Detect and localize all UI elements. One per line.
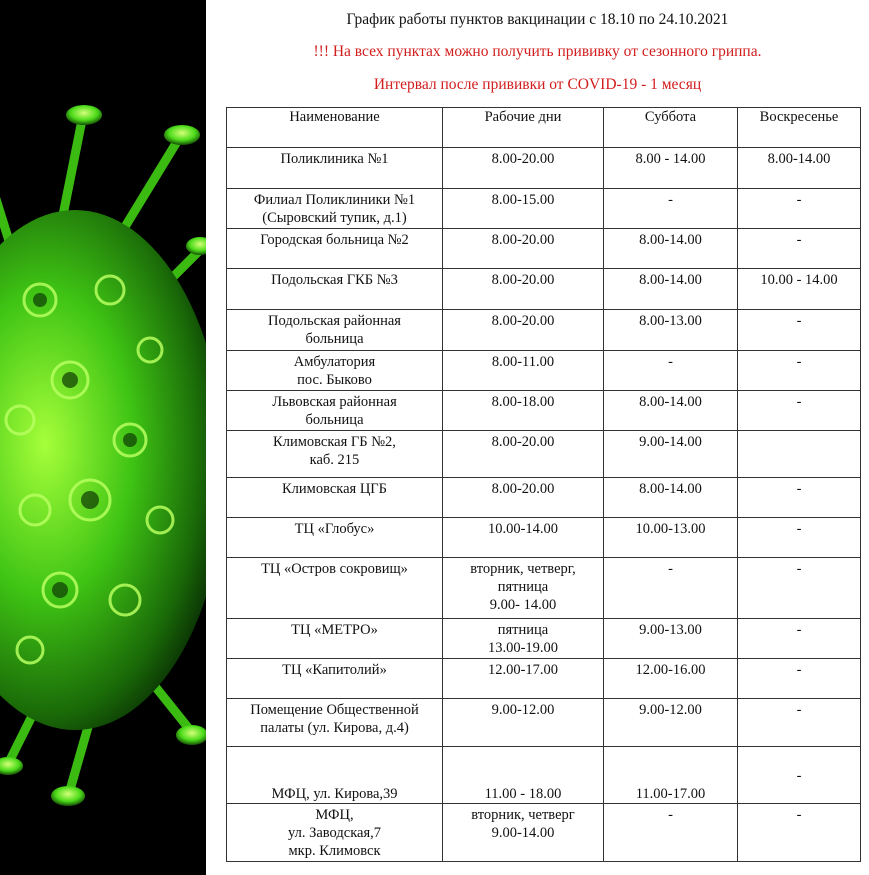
saturday-hours-cell-text: 8.00-13.00 xyxy=(639,313,702,329)
weekdays-hours-cell-text: пятница 13.00-19.00 xyxy=(487,622,559,656)
sunday-hours-cell xyxy=(738,619,861,659)
sunday-hours-cell-text: - xyxy=(796,232,802,248)
saturday-hours-cell xyxy=(604,229,738,269)
sunday-hours-cell xyxy=(738,431,861,478)
facility-name-cell xyxy=(227,659,443,699)
sunday-hours-cell-text: - xyxy=(796,192,802,208)
facility-name-cell-text: Подольская районная больница xyxy=(268,313,401,347)
saturday-hours-cell xyxy=(604,619,738,659)
facility-name-cell xyxy=(227,351,443,391)
column-header-saturday: Суббота xyxy=(604,108,738,148)
weekdays-hours-cell xyxy=(443,431,604,478)
facility-name-cell xyxy=(227,269,443,310)
weekdays-hours-cell-text: 12.00-17.00 xyxy=(487,662,559,678)
weekdays-hours-cell-text: 8.00-18.00 xyxy=(491,394,555,410)
weekdays-hours-cell xyxy=(443,619,604,659)
table-row xyxy=(227,518,861,558)
saturday-hours-cell xyxy=(604,558,738,619)
weekdays-hours-cell-text: 8.00-20.00 xyxy=(491,313,555,329)
weekdays-hours-cell xyxy=(443,699,604,747)
sunday-hours-cell xyxy=(738,148,861,189)
facility-name-cell xyxy=(227,189,443,229)
weekdays-hours-cell xyxy=(443,310,604,351)
weekdays-hours-cell xyxy=(443,189,604,229)
table-row xyxy=(227,351,861,391)
facility-name-cell xyxy=(227,619,443,659)
table-row xyxy=(227,189,861,229)
table-header-row xyxy=(227,108,861,148)
table-row xyxy=(227,619,861,659)
sunday-hours-cell xyxy=(738,558,861,619)
vaccination-schedule-table xyxy=(226,107,861,862)
sunday-hours-cell xyxy=(738,229,861,269)
facility-name-cell xyxy=(227,558,443,619)
saturday-hours-cell-text: - xyxy=(668,354,673,370)
saturday-hours-cell xyxy=(604,699,738,747)
weekdays-hours-cell-text: 8.00-20.00 xyxy=(491,151,555,167)
table-row xyxy=(227,431,861,478)
column-header-name: Наименование xyxy=(227,108,443,148)
table-row xyxy=(227,804,861,862)
saturday-hours-cell xyxy=(604,310,738,351)
weekdays-hours-cell xyxy=(443,229,604,269)
flu-notice: !!! На всех пунктах можно получить прививку от сезонного гриппа. xyxy=(313,43,762,60)
saturday-hours-cell xyxy=(604,804,738,862)
facility-name-cell xyxy=(227,518,443,558)
facility-name-cell xyxy=(227,391,443,431)
sunday-hours-cell-text: - xyxy=(796,768,802,784)
saturday-hours-cell-text: 9.00-13.00 xyxy=(639,622,702,638)
sunday-hours-cell xyxy=(738,659,861,699)
facility-name-cell-text: ТЦ «МЕТРО» xyxy=(291,622,378,638)
facility-name-cell-text: Филиал Поликлиники №1 (Сыровский тупик, д.1) xyxy=(253,192,416,226)
facility-name-cell-text: ТЦ «Остров сокровищ» xyxy=(261,561,408,577)
sunday-hours-cell xyxy=(738,518,861,558)
table-row xyxy=(227,148,861,189)
facility-name-cell-text: Поликлиника №1 xyxy=(280,151,389,167)
weekdays-hours-cell xyxy=(443,478,604,518)
sunday-hours-cell xyxy=(738,269,861,310)
saturday-hours-cell-text: 8.00-14.00 xyxy=(639,232,702,248)
sunday-hours-cell-text: - xyxy=(796,481,802,497)
saturday-hours-cell-text: - xyxy=(668,561,673,577)
sunday-hours-cell xyxy=(738,804,861,862)
column-header-sunday: Воскресенье xyxy=(738,108,861,148)
table-row xyxy=(227,558,861,619)
weekdays-hours-cell-text: 8.00-20.00 xyxy=(491,232,555,248)
table-row xyxy=(227,229,861,269)
weekdays-hours-cell xyxy=(443,747,604,804)
saturday-hours-cell xyxy=(604,478,738,518)
facility-name-cell-text: ТЦ «Глобус» xyxy=(294,521,375,537)
document-title: График работы пунктов вакцинации с 18.10 по 24.10.2021 xyxy=(346,11,729,28)
saturday-hours-cell-text: - xyxy=(668,192,673,208)
facility-name-cell xyxy=(227,431,443,478)
weekdays-hours-cell xyxy=(443,659,604,699)
table-row xyxy=(227,269,861,310)
table-row xyxy=(227,659,861,699)
weekdays-hours-cell xyxy=(443,804,604,862)
column-header-weekdays: Рабочие дни xyxy=(443,108,604,148)
weekdays-hours-cell xyxy=(443,558,604,619)
weekdays-hours-cell-text: вторник, четверг, пятница 9.00- 14.00 xyxy=(470,561,576,613)
facility-name-cell-text: ТЦ «Капитолий» xyxy=(282,662,387,678)
saturday-hours-cell xyxy=(604,189,738,229)
saturday-hours-cell-text: - xyxy=(668,807,673,823)
sunday-hours-cell-text: - xyxy=(796,807,802,823)
saturday-hours-cell-text: 12.00-16.00 xyxy=(635,662,706,678)
sunday-hours-cell xyxy=(738,747,861,804)
sunday-hours-cell xyxy=(738,310,861,351)
facility-name-cell-text: Львовская районная больница xyxy=(272,394,397,428)
saturday-hours-cell-text: 8.00-14.00 xyxy=(639,481,702,497)
facility-name-cell xyxy=(227,148,443,189)
facility-name-cell xyxy=(227,699,443,747)
weekdays-hours-cell-text: 10.00-14.00 xyxy=(487,521,559,537)
sunday-hours-cell xyxy=(738,699,861,747)
sunday-hours-cell xyxy=(738,478,861,518)
saturday-hours-cell xyxy=(604,148,738,189)
sunday-hours-cell-text: - xyxy=(796,662,802,678)
facility-name-cell xyxy=(227,478,443,518)
saturday-hours-cell-text: 8.00-14.00 xyxy=(639,272,702,288)
saturday-hours-cell-text: 10.00-13.00 xyxy=(635,521,706,537)
saturday-hours-cell-text: 8.00-14.00 xyxy=(639,394,702,410)
weekdays-hours-cell xyxy=(443,518,604,558)
saturday-hours-cell xyxy=(604,518,738,558)
facility-name-cell-text: Климовская ГБ №2, каб. 215 xyxy=(273,434,396,468)
weekdays-hours-cell-text: 11.00 - 18.00 xyxy=(484,786,562,802)
saturday-hours-cell xyxy=(604,351,738,391)
facility-name-cell xyxy=(227,310,443,351)
facility-name-cell-text: Помещение Общественной палаты (ул. Кирова, д.4) xyxy=(250,702,419,736)
table-row xyxy=(227,478,861,518)
weekdays-hours-cell-text: 9.00-12.00 xyxy=(491,702,555,718)
sunday-hours-cell-text: - xyxy=(796,313,802,329)
saturday-hours-cell-text: 8.00 - 14.00 xyxy=(635,151,706,167)
weekdays-hours-cell xyxy=(443,148,604,189)
weekdays-hours-cell-text: 8.00-15.00 xyxy=(491,192,555,208)
table-row xyxy=(227,699,861,747)
sunday-hours-cell-text: - xyxy=(796,354,802,370)
saturday-hours-cell-text: 11.00-17.00 xyxy=(635,786,706,802)
saturday-hours-cell-text: 9.00-12.00 xyxy=(639,702,702,718)
facility-name-cell-text: МФЦ, ул. Заводская,7 мкр. Климовск xyxy=(288,807,381,859)
sunday-hours-cell xyxy=(738,351,861,391)
sunday-hours-cell xyxy=(738,391,861,431)
facility-name-cell xyxy=(227,229,443,269)
weekdays-hours-cell-text: 8.00-20.00 xyxy=(491,481,555,497)
weekdays-hours-cell xyxy=(443,269,604,310)
weekdays-hours-cell-text: 8.00-20.00 xyxy=(491,272,555,288)
sunday-hours-cell-text: 10.00 - 14.00 xyxy=(760,272,838,288)
sunday-hours-cell xyxy=(738,189,861,229)
facility-name-cell-text: Городская больница №2 xyxy=(260,232,409,248)
weekdays-hours-cell-text: вторник, четверг 9.00-14.00 xyxy=(471,807,575,841)
sunday-hours-cell-text: - xyxy=(796,622,802,638)
saturday-hours-cell xyxy=(604,391,738,431)
facility-name-cell xyxy=(227,804,443,862)
coronavirus-illustration xyxy=(0,0,206,875)
sunday-hours-cell-text: 8.00-14.00 xyxy=(767,151,831,167)
table-row xyxy=(227,747,861,804)
facility-name-cell xyxy=(227,747,443,804)
facility-name-cell-text: Амбулатория пос. Быково xyxy=(293,354,376,388)
facility-name-cell-text: Климовская ЦГБ xyxy=(281,481,388,497)
saturday-hours-cell xyxy=(604,747,738,804)
saturday-hours-cell-text: 9.00-14.00 xyxy=(639,434,702,450)
sunday-hours-cell-text: - xyxy=(796,521,802,537)
weekdays-hours-cell-text: 8.00-11.00 xyxy=(491,354,555,370)
weekdays-hours-cell xyxy=(443,391,604,431)
sunday-hours-cell-text: - xyxy=(796,702,802,718)
sunday-hours-cell-text: - xyxy=(796,394,802,410)
schedule-document xyxy=(206,0,869,875)
saturday-hours-cell xyxy=(604,269,738,310)
table-row xyxy=(227,391,861,431)
weekdays-hours-cell xyxy=(443,351,604,391)
saturday-hours-cell xyxy=(604,659,738,699)
facility-name-cell-text: Подольская ГКБ №3 xyxy=(271,272,398,288)
weekdays-hours-cell-text: 8.00-20.00 xyxy=(491,434,555,450)
saturday-hours-cell xyxy=(604,431,738,478)
facility-name-cell-text: МФЦ, ул. Кирова,39 xyxy=(271,786,398,802)
sunday-hours-cell-text: - xyxy=(796,561,802,577)
interval-notice: Интервал после прививки от COVID-19 - 1 месяц xyxy=(373,76,702,93)
sunday-hours-cell-text xyxy=(741,431,857,433)
table-row xyxy=(227,310,861,351)
